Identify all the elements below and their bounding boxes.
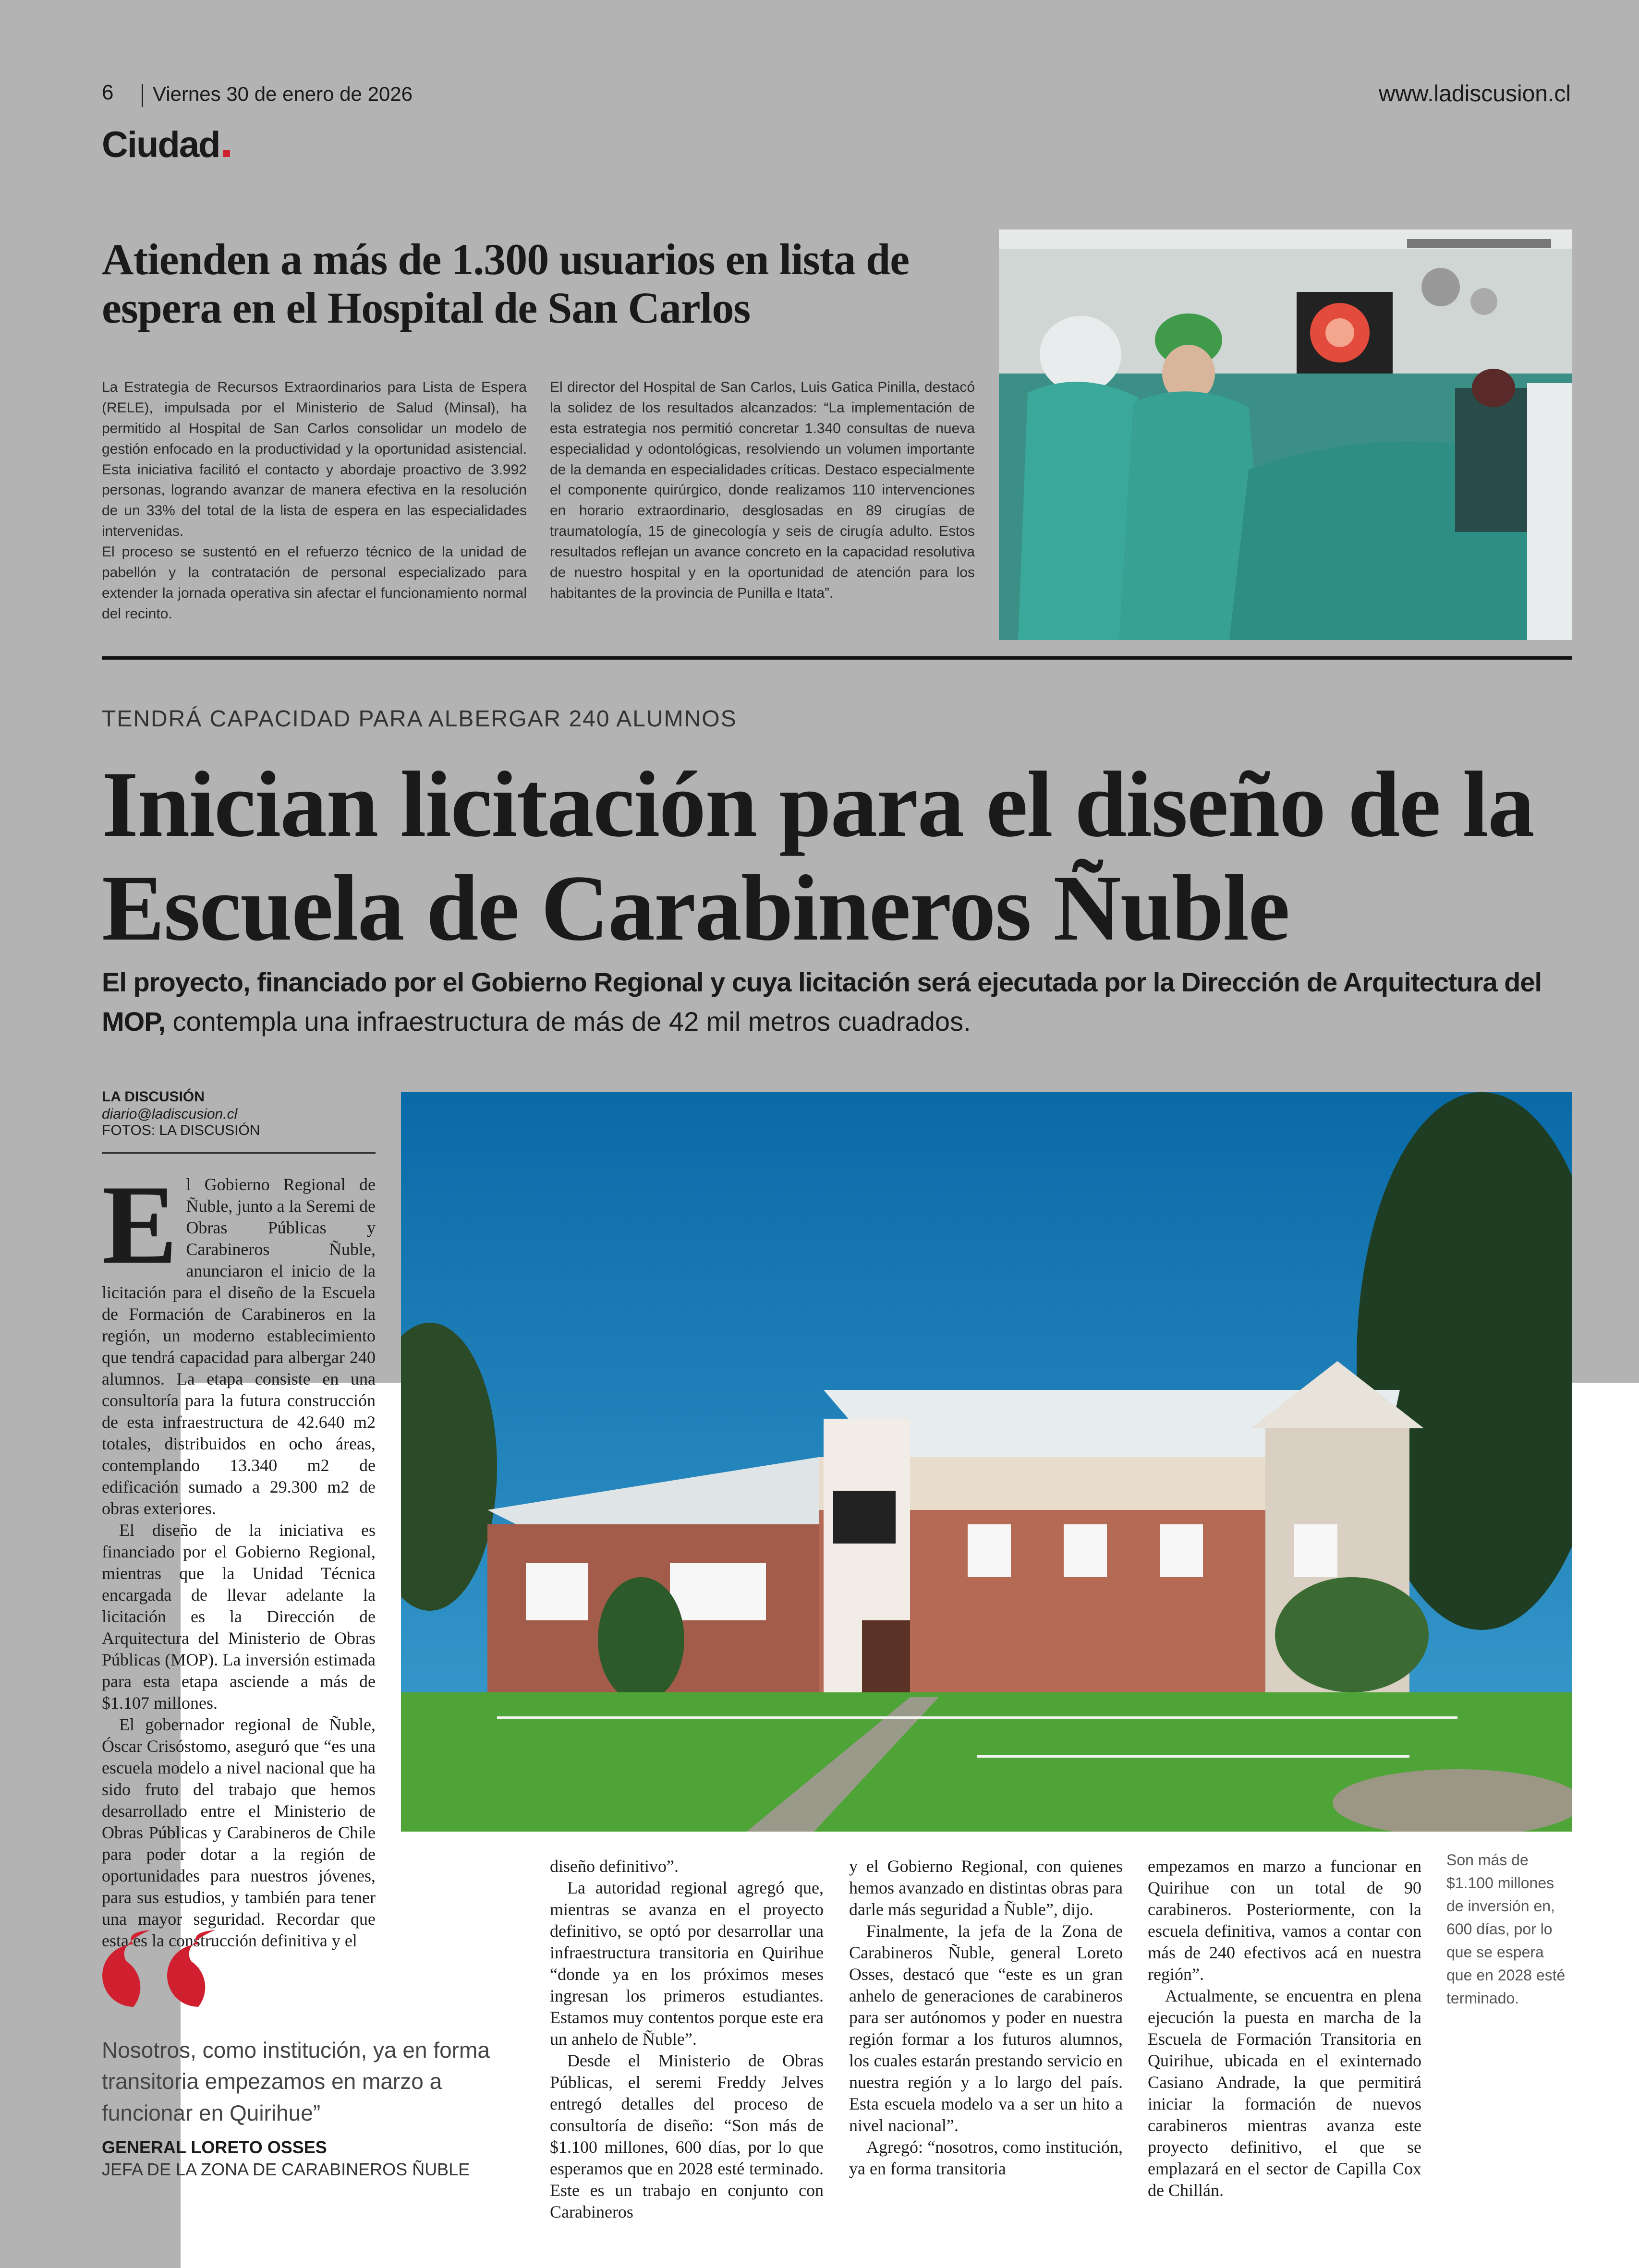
hospital-surgery-photo [999,229,1572,640]
story2-col4-para-2: Actualmente, se encuentra en plena ejecución la puesta en marcha de la Escuela de Formación Transitoria en Quirihue, ubicada en el exinternado Casiano Andrade, la que permitirá iniciar la formación de nuevos carabineros mientras avanza este proyecto definitivo, el que se emplazará en el sector de Capilla Cox de Chillán. [1148,1986,1421,2200]
story1-paragraph-2: El proceso se sustentó en el refuerzo técnico de la unidad de pabellón y la contratación de personal especializado para extender la jornada operativa sin afectar el funcionamiento normal del recinto. [102,544,527,622]
pull-quote-name: GENERAL LORETO OSSES [102,2137,327,2157]
story2-col4-para-1: empezamos en marzo a funcionar en Quirihue con un total de 90 carabineros. Posteriormente, con la escuela definitiva, vamos a contar con más de 240 efectivos acá en nuestra región”. [1148,1857,1421,1984]
story2-column-3 [849,1856,1123,2180]
story2-col2-para-2: La autoridad regional agregó que, mientras se avanza en el proyecto definitivo, se optó por desarrollar una infraestructura transitoria en Quirihue “donde ya en los próximos meses ingresan los primeros estudiantes. Estamos muy contentos porque este era un anhelo de Ñuble”. [550,1878,824,2049]
section-divider [102,656,1572,660]
story2-kicker: TENDRÁ CAPACIDAD PARA ALBERGAR 240 ALUMNOS [102,706,737,732]
story1-column-1 [102,377,527,625]
story2-column-1 [102,1162,376,1952]
story2-col3-para-2: Finalmente, la jefa de la Zona de Carabineros Ñuble, general Loreto Osses, destacó que “este es un gran anhelo de generaciones de carabineros para ser autónomos y poder en nuestra región formar a los futuros alumnos, los cuales estarán prestando servicio en nuestra región y a lo largo del país. Esta escuela modelo va a ser un hito a nivel nacional”. [849,1921,1123,2135]
byline-photos: FOTOS: LA DISCUSIÓN [102,1122,260,1138]
section-dot [223,150,230,157]
story2-col1-para-3: El gobernador regional de Ñuble, Óscar Crisóstomo, aseguró que “es una escuela modelo a nivel nacional que ha sido fruto del trabajo que hemos desarrollado entre el Ministerio de Obras Públicas y Carabineros de Chile para poder dotar a la región de oportunidades para nuestros jóvenes, para sus estudios, y también para tener una mayor seguridad. Recordar que esta es la construcción definitiva y el [102,1715,376,1950]
drop-cap: E [102,1162,178,1288]
website-url[interactable]: www.ladiscusion.cl [1378,81,1571,107]
story1-column-2: El director del Hospital de San Carlos, Luis Gatica Pinilla, destacó la solidez de los resultados alcanzados: “La implementación de esta estrategia nos permitió concretar 1.340 consultas de nueva especialidad y odontológicas, resolviendo un volumen importante de la demanda en especialidades críticas. Destaco especialmente el componente quirúrgico, donde realizamos 110 intervenciones en horario extraordinario, desglosadas en 89 cirugías de traumatología, 15 de ginecología y seis de cirugía adulto. Estos resultados reflejan un avance concreto en la capacidad resolutiva de nuestro hospital y en la oportunidad de atención para los habitantes de la provincia de Punilla e Itata”. [550,379,975,601]
story2-col3-para-1: y el Gobierno Regional, con quienes hemos avanzado en distintas obras para darle más seguridad a Ñuble”, dijo. [849,1857,1123,1919]
story2-col2-para-1: diseño definitivo”. [550,1857,679,1876]
story1-headline: Atienden a más de 1.300 usuarios en lista de espera en el Hospital de San Carlos [102,235,910,333]
byline-divider [102,1152,376,1154]
publication-date: Viernes 30 de enero de 2026 [153,83,413,105]
quote-mark-icon [100,1930,230,2007]
carabineros-school-photo [401,1092,1572,1832]
deck-bold: El proyecto, financiado por el Gobierno Regional y cuya licitación será ejecutada por la Dirección de Arquitectura del MOP, [102,967,1542,1037]
investment-sidenote: Son más de $1.100 millones de inversión en, 600 días, por lo que se espera que en 2028 esté terminado. [1446,1851,1566,2007]
story2-column-2 [550,1856,824,2223]
col1-p1-text: l Gobierno Regional de Ñuble, junto a la Seremi de Obras Públicas y Carabineros Ñuble, anunciaron el inicio de la licitación para el diseño de la Escuela de Formación de Carabineros en la región, un moderno establecimiento que tendrá capacidad para albergar 240 alumnos. La etapa consiste en una consultoría para la futura construcción de esta infraestructura de 42.640 m2 totales, distribuidos en ocho áreas, contemplando 13.340 m2 de edificación sumado a 29.300 m2 de obras exteriores. [102,1175,376,1518]
school-building-illustration [401,1092,1572,1832]
pull-quote-role: JEFA DE LA ZONA DE CARABINEROS ÑUBLE [102,2159,470,2179]
story2-headline: Inician licitación para el diseño de la Escuela de Carabineros Ñuble [102,752,1534,960]
section-title [102,124,230,166]
story2-col3-para-3: Agregó: “nosotros, como institución, ya en forma transitoria [849,2137,1123,2178]
section-label: Ciudad [102,124,220,165]
story2-col2-para-3: Desde el Ministerio de Obras Públicas, el seremi Freddy Jelves entregó detalles del proceso de consultoría de diseño: “Son más de $1.100 millones, 600 días, por lo que esperamos que en 2028 esté terminado. Este es un trabajo en conjunto con Carabineros [550,2051,824,2221]
story2-deck [102,963,1572,1041]
header-separator [142,84,143,107]
surgery-illustration [999,229,1572,640]
byline-email[interactable]: diario@ladiscusion.cl [102,1106,238,1122]
pull-quote-text: Nosotros, como institución, ya en forma transitoria empezamos en marzo a funcionar en Quirihue” [102,2038,490,2125]
page-number: 6 [102,81,114,104]
story2-col1-para-2: El diseño de la iniciativa es financiado por el Gobierno Regional, mientras que la Unidad Técnica encargada de llevar adelante la licitación es la Dirección de Arquitectura del Ministerio de Obras Públicas (MOP). La inversión estimada para esta etapa asciende a más de $1.107 millones. [102,1520,376,1713]
byline-author: LA DISCUSIÓN [102,1089,205,1105]
story2-col1-para-1 [102,1162,376,1520]
deck-regular: contempla una infraestructura de más de 42 mil metros cuadrados. [165,1006,971,1037]
story1-paragraph-1: La Estrategia de Recursos Extraordinarios para Lista de Espera (RELE), impulsada por el Ministerio de Salud (Minsal), ha permitido al Hospital de San Carlos consolidar un modelo de gestión enfocado en la productividad y la oportunidad asistencial. Esta iniciativa facilitó el contacto y abordaje proactivo de 3.992 personas, logrando avanzar de manera efectiva en la resolución de un 33% del total de la lista de espera en las especialidades intervenidas. [102,379,527,540]
story2-column-4 [1148,1856,1421,2201]
